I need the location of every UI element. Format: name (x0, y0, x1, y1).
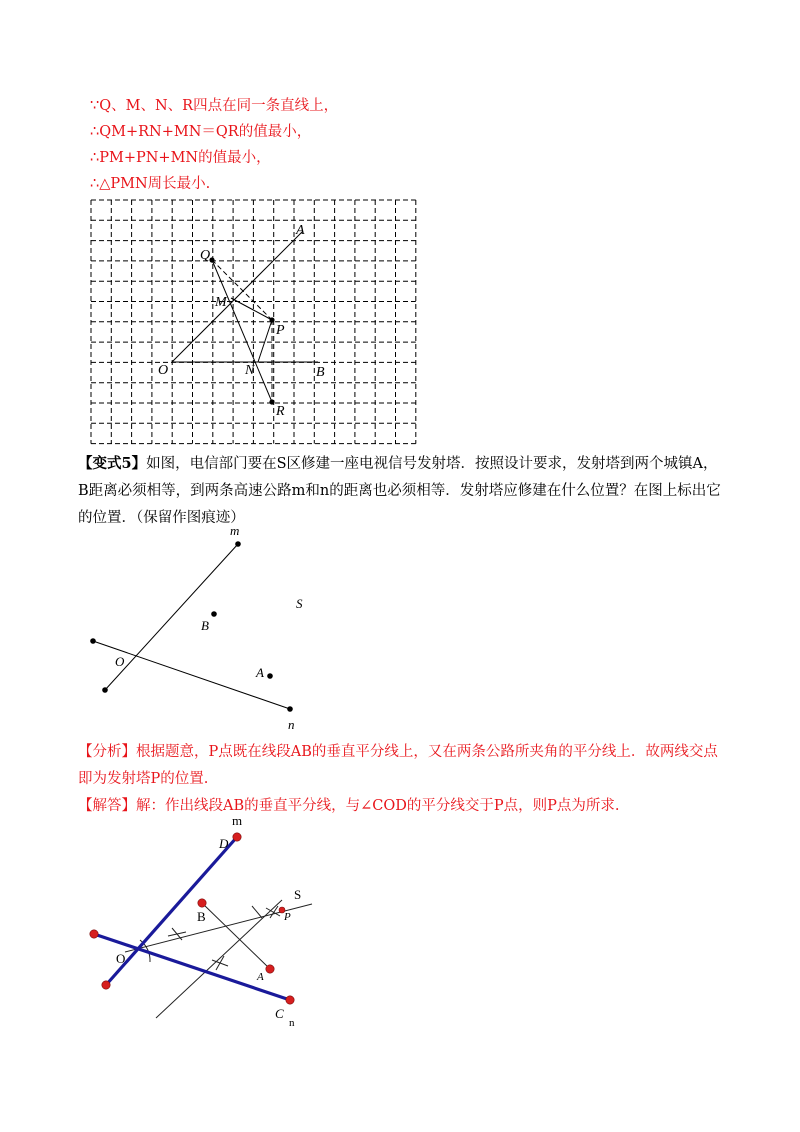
label-B: B (316, 365, 325, 380)
label-P: P (276, 323, 285, 338)
label-O2: O (115, 654, 125, 669)
label-n3: n (289, 1017, 295, 1029)
solution-line-4: ∴△PMN周长最小. (90, 176, 211, 192)
problem-text: 如图，电信部门要在S区修建一座电视信号发射塔．按照设计要求，发射塔到两个城镇A，B距离必须相等，到两条高速公路m和n的距离也必须相等．发射塔应修建在什么位置？在图上标出它的位置．（保留作图痕迹） (78, 456, 721, 526)
label-A3: A (257, 971, 264, 983)
point-n-left (90, 930, 98, 938)
label-B2: B (201, 618, 209, 633)
label-S: S (296, 596, 303, 611)
label-S3: S (294, 887, 302, 902)
label-C: C (275, 1006, 284, 1021)
label-m3: m (232, 813, 243, 828)
answer-tag: 【解答】 (78, 798, 136, 814)
road-m-bold (106, 837, 237, 985)
label-A: A (296, 223, 305, 238)
answer-text: 解：作出线段AB的垂直平分线，与∠COD的平分线交于P点，则P点为所求. (136, 798, 620, 814)
point-D (233, 833, 241, 841)
segment-AB (202, 903, 270, 969)
label-Q: Q (200, 248, 211, 263)
label-O: O (158, 363, 169, 378)
solution-line-1: ∵Q、M、N、R四点在同一条直线上， (90, 98, 339, 114)
label-A2: A (256, 665, 264, 680)
label-D: D (219, 836, 229, 851)
point-A3 (266, 965, 274, 973)
label-R: R (276, 404, 285, 419)
solution-line-2: ∴QM+RN+MN＝QR的值最小， (90, 124, 312, 140)
label-O3: O (116, 951, 126, 966)
label-N: N (245, 363, 255, 378)
label-M: M (215, 295, 227, 310)
label-B3: B (197, 909, 206, 924)
point-B3 (198, 899, 206, 907)
point-C (286, 996, 294, 1004)
arc-mark-4 (252, 906, 262, 918)
analysis-text: 根据题意，P点既在线段AB的垂直平分线上，又在两条公路所夹角的平分线上．故两线交点即为发射塔P的位置. (78, 744, 718, 787)
point-m-left (102, 981, 110, 989)
label-P3: P (284, 911, 291, 923)
analysis-tag: 【分析】 (78, 744, 136, 760)
label-m: m (230, 523, 240, 538)
label-n: n (288, 717, 295, 732)
perpendicular-bisector (156, 900, 282, 1018)
solution-line-3: ∴PM+PN+MN的值最小， (90, 150, 271, 166)
problem-tag: 【变式5】 (78, 455, 147, 472)
